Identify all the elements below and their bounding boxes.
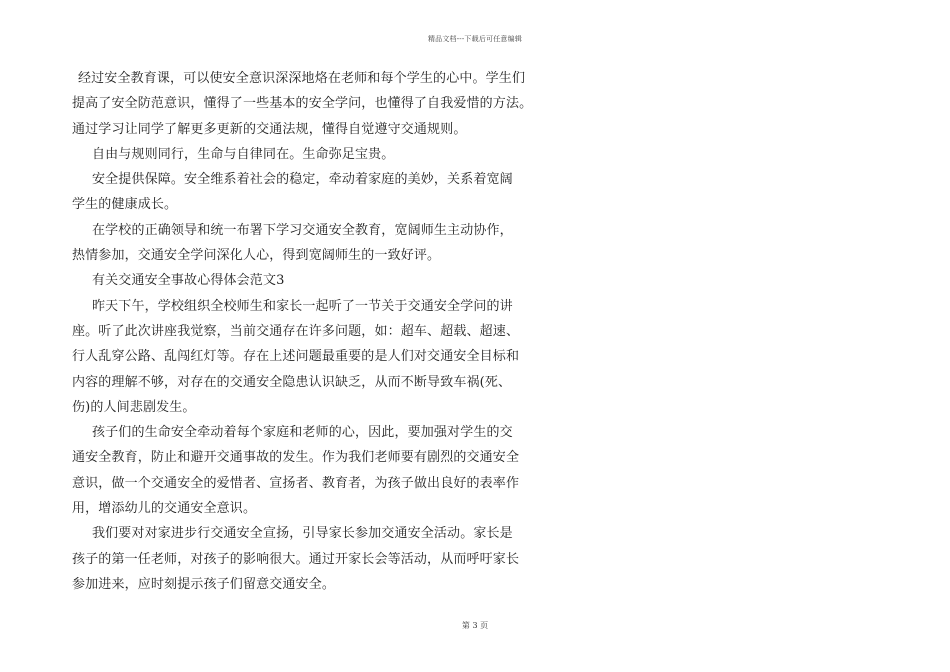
paragraph-line: 用，增添幼儿的交通安全意识。	[72, 501, 257, 517]
paragraph-line: 热情参加，交通安全学问深化人心，得到宽阔师生的一致好评。	[72, 248, 441, 264]
paragraph-line: 昨天下午，学校组织全校师生和家长一起听了一节关于交通安全学问的讲	[92, 298, 513, 314]
paragraph-line: 自由与规则同行，生命与自律同在。生命弥足宝贵。	[92, 146, 395, 162]
paragraph-line: 内容的理解不够，对存在的交通安全隐患认识缺乏，从而不断导致车祸(死、	[72, 374, 512, 390]
section-heading: 有关交通安全事故心得体会范文3	[92, 273, 285, 289]
paragraph-line: 经过安全教育课，可以使安全意识深深地烙在老师和每个学生的心中。学生们	[78, 71, 526, 86]
paragraph-line: 孩子的第一任老师，对孩子的影响很大。通过开家长会等活动，从而呼吁家长	[72, 551, 520, 567]
paragraph-line: 在学校的正确领导和统一布署下学习交通安全教育，宽阔师生主动协作，	[92, 222, 513, 238]
paragraph-line: 提高了安全防范意识，懂得了一些基本的安全学问，也懂得了自我爱惜的方法。	[72, 96, 533, 112]
paragraph-line: 座。听了此次讲座我觉察，当前交通存在许多问题，如：超车、超载、超速、	[72, 323, 520, 339]
page-header: 精品文档---下载后可任意编辑	[427, 35, 523, 43]
paragraph-line: 我们要对对家进步行交通安全宣扬，引导家长参加交通安全活动。家长是	[92, 526, 513, 542]
paragraph-line: 参加进来，应时刻提示孩子们留意交通安全。	[72, 576, 336, 592]
paragraph-line: 学生的健康成长。	[72, 197, 178, 213]
paragraph-line: 安全提供保障。安全维系着社会的稳定，牵动着家庭的美妙，关系着宽阔	[92, 172, 513, 188]
document-body	[72, 66, 533, 597]
paragraph-line: 通过学习让同学了解更多更新的交通法规，懂得自觉遵守交通规则。	[72, 121, 467, 137]
paragraph-line: 行人乱穿公路、乱闯红灯等。存在上述问题最重要的是人们对交通安全目标和	[72, 349, 520, 365]
paragraph-line: 通安全教育，防止和避开交通事故的发生。作为我们老师要有剧烈的交通安全	[72, 450, 520, 466]
paragraph-line: 孩子们的生命安全牵动着每个家庭和老师的心，因此，要加强对学生的交	[92, 425, 513, 441]
paragraph-line: 伤)的人间悲剧发生。	[72, 399, 196, 415]
page-number: 第 3 页	[461, 621, 489, 630]
paragraph-line: 意识，做一个交通安全的爱惜者、宣扬者、教育者，为孩子做出良好的表率作	[72, 475, 520, 491]
